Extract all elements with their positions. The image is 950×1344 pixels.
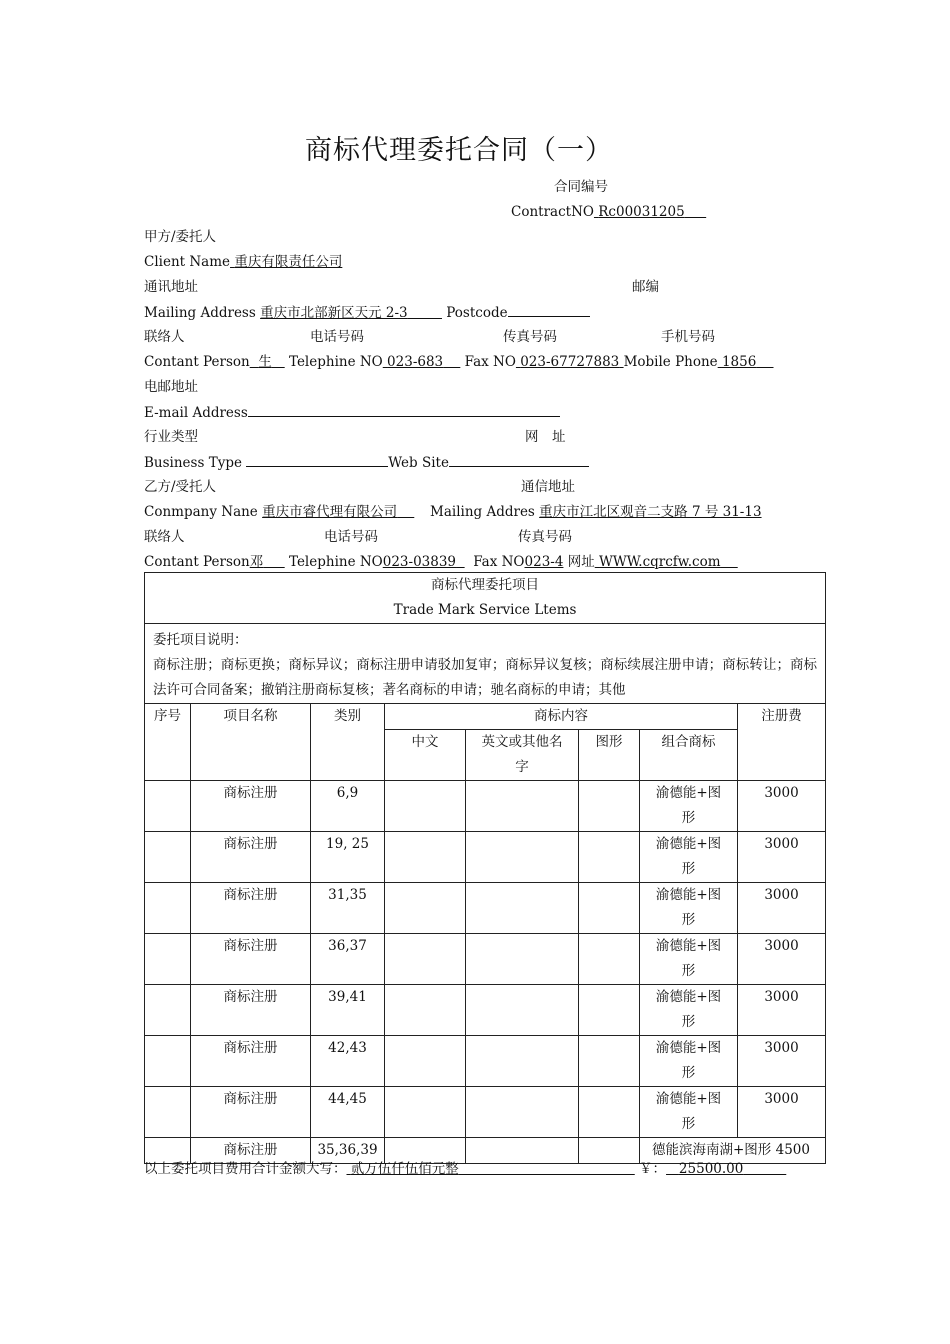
table-row xyxy=(145,883,826,934)
party-a-heading: 甲方/委托人 xyxy=(144,229,217,245)
row-class: 39,41 xyxy=(311,985,385,1036)
party-b-web-value: WWW.cqrcfw.com xyxy=(599,554,721,570)
contact-label-cn: 联络人 xyxy=(144,329,185,345)
business-type-line xyxy=(144,453,589,472)
row-fee: 3000 xyxy=(738,883,826,934)
row-no xyxy=(145,781,191,832)
party-b-fax-label: Fax NO xyxy=(473,554,525,570)
row-fee: 3000 xyxy=(738,934,826,985)
party-b-fax-value: 023-4 xyxy=(524,554,564,570)
row-name: 商标注册 xyxy=(191,1138,311,1164)
row-graphic xyxy=(579,1036,640,1087)
row-cn xyxy=(385,1087,466,1138)
row-cn xyxy=(385,1036,466,1087)
row-class: 6,9 xyxy=(311,781,385,832)
row-combo: 渝德能+图形 xyxy=(640,985,738,1036)
row-combo: 渝德能+图形 xyxy=(640,934,738,985)
email-blank xyxy=(248,403,560,417)
row-cn xyxy=(385,832,466,883)
row-class: 35,36,39 xyxy=(311,1138,385,1164)
col-header-content: 商标内容 xyxy=(385,704,738,730)
row-en xyxy=(466,832,579,883)
col-header-no: 序号 xyxy=(145,704,191,781)
row-graphic xyxy=(579,1087,640,1138)
party-b-contact-label-cn: 联络人 xyxy=(144,529,185,545)
row-name: 商标注册 xyxy=(191,781,311,832)
website-label-cn: 网 址 xyxy=(525,429,566,445)
party-b-address-label-cn: 通信地址 xyxy=(521,479,575,495)
mailing-address-value: 重庆市北部新区天元 2-3 xyxy=(260,305,408,321)
row-combo: 渝德能+图形 xyxy=(640,832,738,883)
row-name: 商标注册 xyxy=(191,832,311,883)
table-row xyxy=(145,934,826,985)
row-no xyxy=(145,934,191,985)
mailing-address-label: Mailing Address xyxy=(144,305,256,321)
row-combo: 渝德能+图形 xyxy=(640,883,738,934)
fax-value: 023-67727883 xyxy=(520,354,620,370)
row-class: 36,37 xyxy=(311,934,385,985)
total-amount: 25500.00 xyxy=(678,1161,744,1177)
contract-no-label: ContractNO xyxy=(511,204,594,220)
email-label: E-mail Address xyxy=(144,405,248,421)
party-b-heading: 乙方/受托人 xyxy=(144,479,217,495)
service-table xyxy=(144,572,826,1164)
website-label: Web Site xyxy=(388,455,449,471)
company-label: Conmpany Nane xyxy=(144,504,258,520)
row-no xyxy=(145,1036,191,1087)
row-fee: 3000 xyxy=(738,1036,826,1087)
row-cn xyxy=(385,985,466,1036)
party-b-phone-label-cn: 电话号码 xyxy=(324,529,378,545)
row-class: 31,35 xyxy=(311,883,385,934)
party-b-telephone-value: 023-03839 xyxy=(382,554,457,570)
service-heading-cn: 商标代理委托项目 xyxy=(431,577,540,593)
col-header-cn: 中文 xyxy=(385,730,466,781)
row-no xyxy=(145,1087,191,1138)
row-class: 19, 25 xyxy=(311,832,385,883)
mobile-value: 1856 xyxy=(721,354,757,370)
party-b-contact-value: 邓 xyxy=(249,554,264,570)
address-label-cn: 通讯地址 xyxy=(144,279,198,295)
total-amount-words: 贰万伍仟伍佰元整 xyxy=(350,1161,459,1177)
business-type-blank xyxy=(246,453,388,467)
business-type-label-cn: 行业类型 xyxy=(144,429,198,445)
mailing-address-line xyxy=(144,303,590,322)
row-class: 44,45 xyxy=(311,1087,385,1138)
website-blank xyxy=(449,453,589,467)
contract-no-label-cn: 合同编号 xyxy=(554,179,608,195)
contact-label: Contant Person xyxy=(144,354,250,370)
table-row xyxy=(145,781,826,832)
telephone-label: Telephine NO xyxy=(288,354,383,370)
col-header-graphic: 图形 xyxy=(579,730,640,781)
client-name-value: 重庆有限责任公司 xyxy=(234,254,343,270)
row-graphic xyxy=(579,832,640,883)
party-b-address-label: Mailing Addres xyxy=(430,504,535,520)
col-header-name: 项目名称 xyxy=(191,704,311,781)
postcode-blank xyxy=(508,303,590,317)
email-line xyxy=(144,403,560,422)
table-row xyxy=(145,985,826,1036)
row-name: 商标注册 xyxy=(191,883,311,934)
row-no xyxy=(145,832,191,883)
row-fee: 3000 xyxy=(738,832,826,883)
row-fee: 3000 xyxy=(738,781,826,832)
row-no xyxy=(145,985,191,1036)
col-header-fee: 注册费 xyxy=(738,704,826,781)
total-label: 以上委托项目费用合计金额大写： xyxy=(144,1161,347,1177)
email-label-cn: 电邮地址 xyxy=(144,379,198,395)
fax-label-cn: 传真号码 xyxy=(503,329,557,345)
col-header-combo: 组合商标 xyxy=(640,730,738,781)
row-no xyxy=(145,883,191,934)
page-title: 商标代理委托合同（一） xyxy=(305,135,613,166)
client-name-label: Client Name xyxy=(144,254,231,270)
service-heading-cell xyxy=(145,573,826,624)
row-combo-fee: 德能滨海南湖+图形 4500 xyxy=(640,1138,826,1164)
phone-label-cn: 电话号码 xyxy=(310,329,364,345)
service-heading-en: Trade Mark Service Ltems xyxy=(393,602,577,618)
row-combo: 渝德能+图形 xyxy=(640,1036,738,1087)
contact-line-b xyxy=(144,553,738,571)
service-description-text: 商标注册；商标更换；商标异议；商标注册申请驳加复审；商标异议复核；商标续展注册申请；商标转让；商标法许可合同备案；撤销注册商标复核；著名商标的申请；驰名商标的申请；其他 xyxy=(153,657,818,698)
fax-label: Fax NO xyxy=(464,354,516,370)
col-header-en: 英文或其他名字 xyxy=(466,730,579,781)
party-b-telephone-label: Telephine NO xyxy=(288,554,383,570)
contract-no-line xyxy=(511,203,706,221)
row-name: 商标注册 xyxy=(191,934,311,985)
table-row xyxy=(145,832,826,883)
row-graphic xyxy=(579,883,640,934)
row-cn xyxy=(385,883,466,934)
row-combo: 渝德能+图形 xyxy=(640,781,738,832)
mobile-label: Mobile Phone xyxy=(623,354,718,370)
row-en xyxy=(466,985,579,1036)
company-value: 重庆市睿代理有限公司 xyxy=(262,504,398,520)
client-name-line xyxy=(144,253,342,271)
row-name: 商标注册 xyxy=(191,1087,311,1138)
total-yen: ￥： xyxy=(639,1161,667,1177)
table-row xyxy=(145,1087,826,1138)
row-name: 商标注册 xyxy=(191,1036,311,1087)
row-en xyxy=(466,883,579,934)
col-header-class: 类别 xyxy=(311,704,385,781)
row-en xyxy=(466,781,579,832)
contract-no-value: Rc00031205 xyxy=(598,204,685,220)
contact-line-a xyxy=(144,353,774,371)
row-fee: 3000 xyxy=(738,985,826,1036)
party-b-address-line xyxy=(430,503,762,521)
row-en xyxy=(466,934,579,985)
mobile-label-cn: 手机号码 xyxy=(661,329,715,345)
row-en xyxy=(466,1087,579,1138)
party-b-web-label: 网址 xyxy=(567,554,595,570)
contact-value: 生 xyxy=(258,354,272,370)
postcode-label-cn: 邮编 xyxy=(632,279,659,295)
telephone-value: 023-683 xyxy=(387,354,444,370)
service-description-label: 委托项目说明： xyxy=(153,632,248,648)
postcode-label: Postcode xyxy=(446,305,508,321)
table-row xyxy=(145,1036,826,1087)
row-cn xyxy=(385,934,466,985)
row-combo: 渝德能+图形 xyxy=(640,1087,738,1138)
company-line xyxy=(144,503,414,521)
row-name: 商标注册 xyxy=(191,985,311,1036)
row-cn xyxy=(385,781,466,832)
service-description-cell xyxy=(145,624,826,704)
row-graphic xyxy=(579,781,640,832)
row-en xyxy=(466,1036,579,1087)
row-fee: 3000 xyxy=(738,1087,826,1138)
row-graphic xyxy=(579,934,640,985)
total-line xyxy=(144,1160,786,1178)
party-b-address-value: 重庆市江北区观音二支路 7 号 31-13 xyxy=(539,504,762,520)
business-type-label: Business Type xyxy=(144,455,242,471)
row-graphic xyxy=(579,985,640,1036)
party-b-contact-label: Contant Person xyxy=(144,554,250,570)
party-b-fax-label-cn: 传真号码 xyxy=(518,529,572,545)
row-class: 42,43 xyxy=(311,1036,385,1087)
